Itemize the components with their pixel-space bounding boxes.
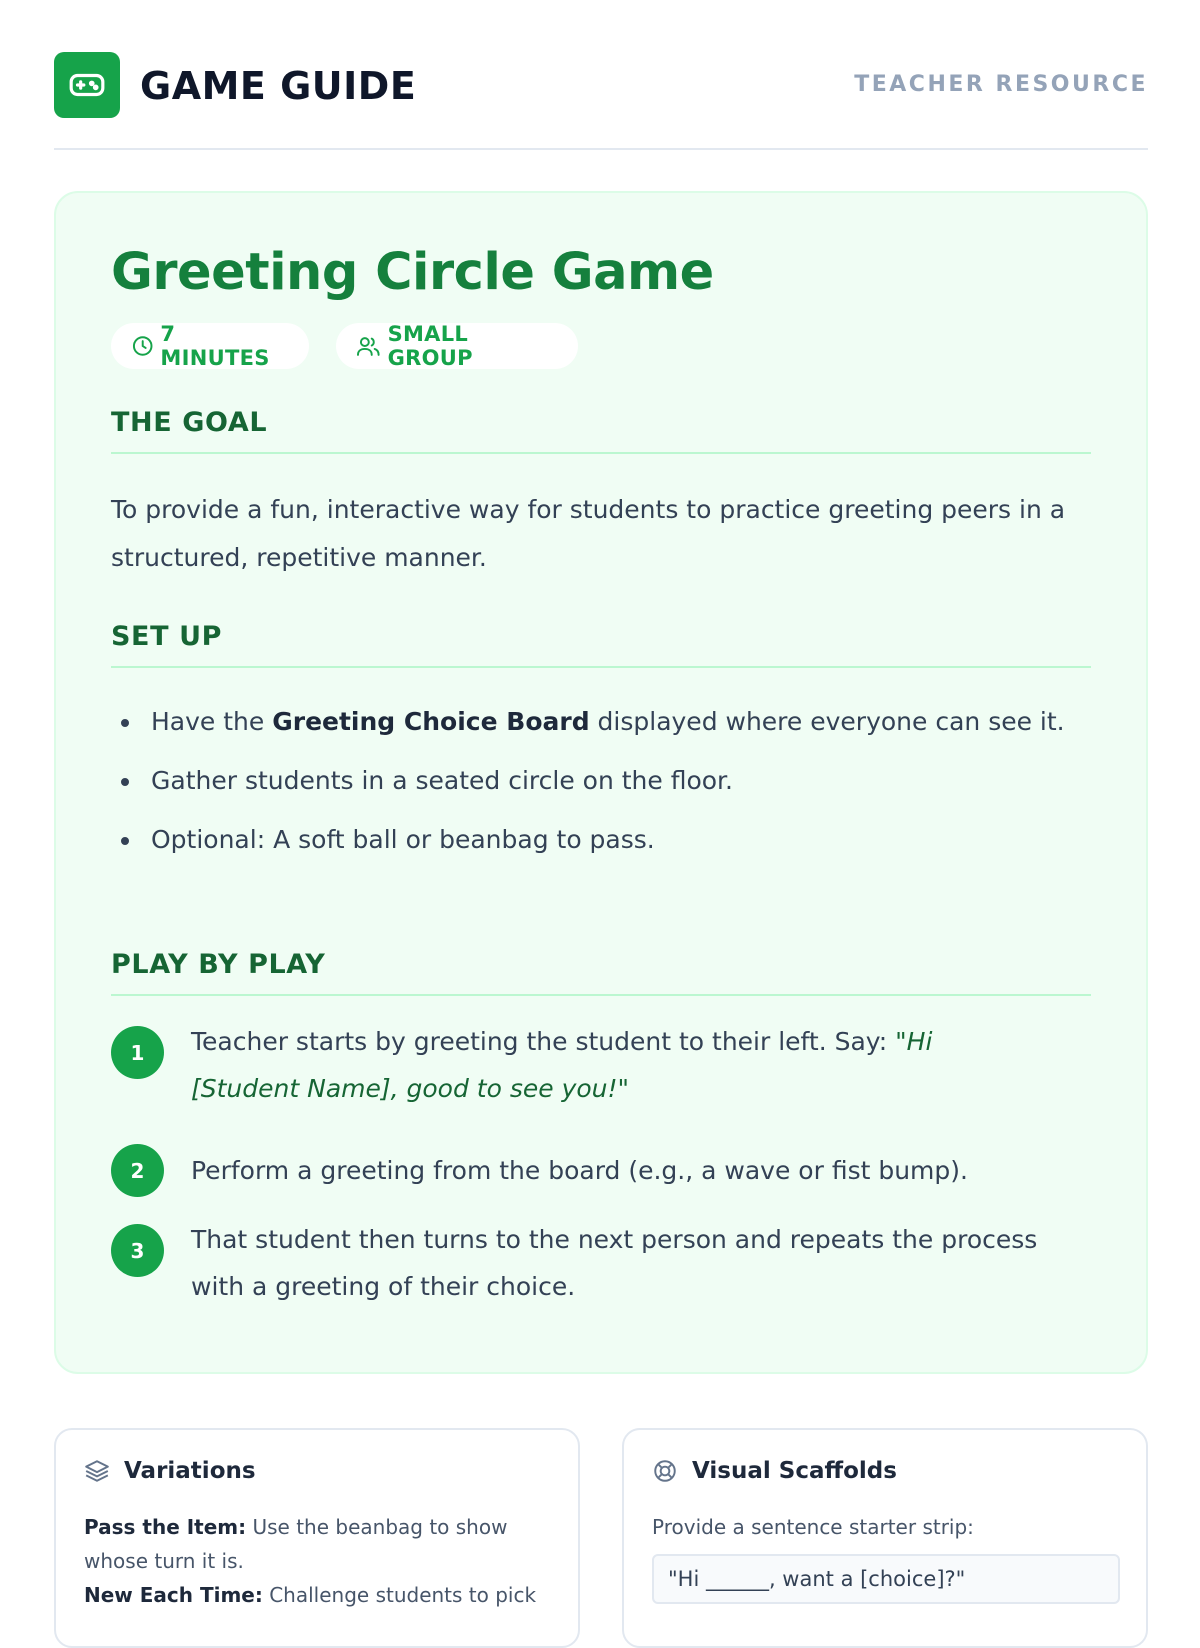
step-text: That student then turns to the next person and repeats the process with a greeting of their choice. (191, 1225, 1038, 1301)
list-item: Pass the Item: Use the beanbag to show whose turn it is. (84, 1515, 508, 1573)
duration-label: 7 MINUTES (160, 322, 270, 370)
resource-label: TEACHER RESOURCE (854, 72, 1148, 97)
list-item: Have the Greeting Choice Board displayed where everyone can see it. (111, 699, 1071, 745)
duration-badge (111, 323, 309, 369)
variations-list (84, 1510, 544, 1612)
step-number: 3 (111, 1224, 164, 1277)
group-size-label: SMALL GROUP (387, 322, 473, 370)
list-item: Gather students in a seated circle on the floor. (111, 758, 1071, 804)
layers-icon (84, 1458, 110, 1484)
list-item: New Each Time: Challenge students to pick (84, 1583, 537, 1607)
step-text: Teacher starts by greeting the student to their left. Say: "Hi [Student Name], good to see you!" (191, 1027, 933, 1103)
gamepad-icon (54, 52, 120, 118)
page-header (54, 52, 1148, 150)
clock-icon (131, 334, 154, 358)
setup-heading: SET UP (111, 621, 1091, 668)
step-text: Perform a greeting from the board (e.g., a wave or fist bump). (191, 1156, 968, 1185)
users-icon (356, 334, 382, 358)
goal-text: To provide a fun, interactive way for students to practice greeting peers in a structured, repetitive manner. (111, 495, 1066, 572)
scaffolds-text: Provide a sentence starter strip: (652, 1515, 974, 1539)
scaffolds-heading: Visual Scaffolds (692, 1458, 897, 1484)
brand-title: GAME GUIDE (140, 64, 417, 108)
game-card (54, 191, 1148, 1374)
step-number: 2 (111, 1144, 164, 1197)
game-title: Greeting Circle Game (111, 243, 714, 302)
group-size-badge (336, 323, 578, 369)
step-number: 1 (111, 1026, 164, 1079)
play-heading: PLAY BY PLAY (111, 949, 1091, 996)
goal-heading: THE GOAL (111, 407, 1091, 454)
lifebuoy-icon (652, 1458, 678, 1484)
variations-heading: Variations (124, 1458, 256, 1484)
scaffolds-card (622, 1428, 1148, 1648)
list-item: Optional: A soft ball or beanbag to pass. (111, 817, 1071, 863)
variations-card (54, 1428, 580, 1648)
setup-list (111, 699, 1071, 876)
sentence-starter-strip: "Hi ______, want a [choice]?" (652, 1554, 1120, 1604)
